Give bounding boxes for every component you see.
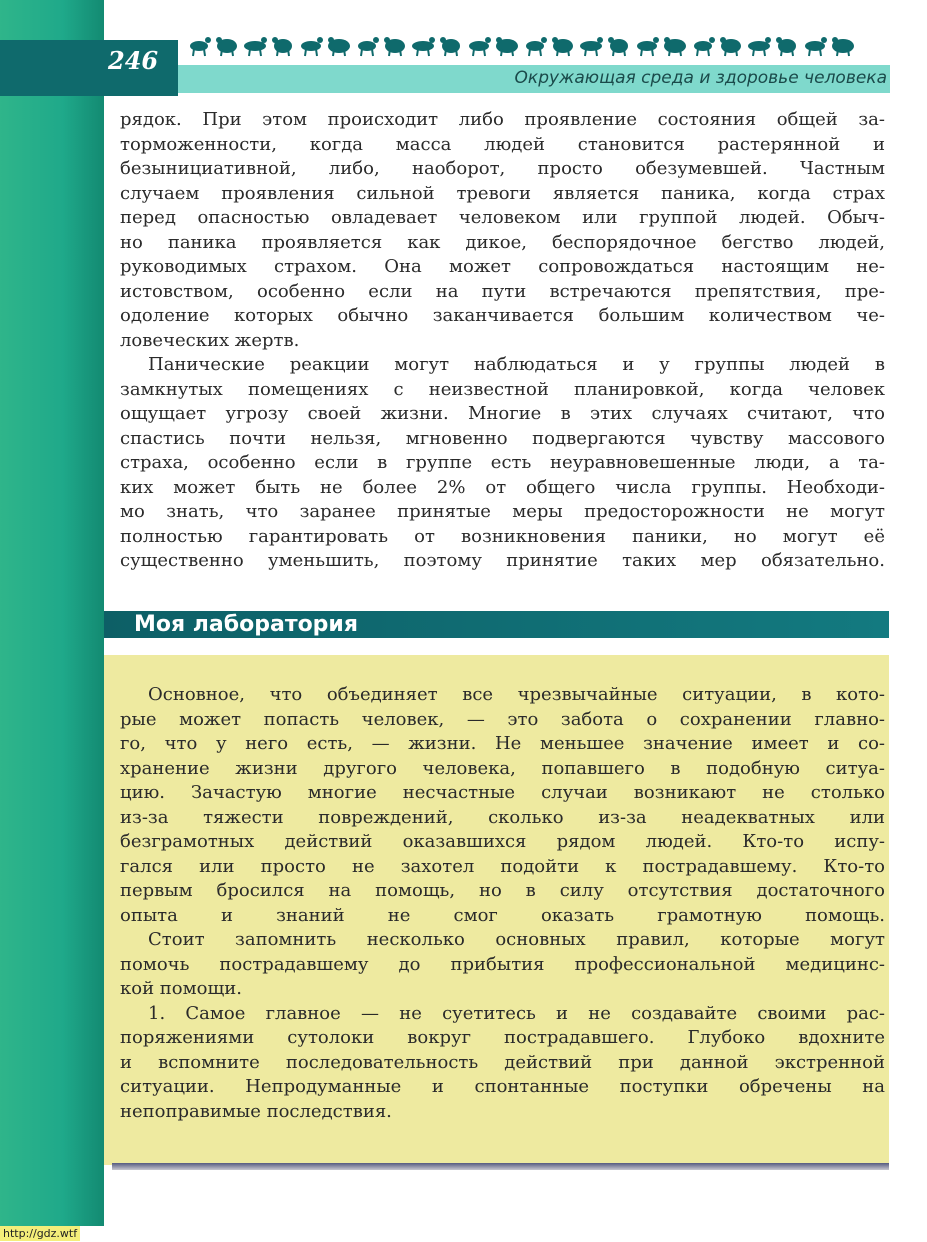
animal-silhouette-icon [664, 37, 686, 56]
text-line: истовством, особенно если на пути встречаются препятствия, пре- [120, 280, 885, 302]
box-shadow-divider [112, 1163, 889, 1170]
text-line: замкнутых помещениях с неизвестной планировкой, когда человек [120, 378, 885, 400]
text-line: спастись почти нельзя, мгновенно подвергаются чувству массового [120, 427, 885, 449]
text-line: торможенности, когда масса людей становится растерянной и [120, 133, 885, 155]
text-line: перед опасностью овладевает человеком или группой людей. Обыч- [120, 207, 885, 228]
animal-silhouette-icon [832, 37, 854, 56]
text-line: рые может попасть человек, — это забота о сохранении главно- [120, 708, 885, 730]
page-number: 246 [108, 46, 159, 75]
text-line: безграмотных действий оказавшихся рядом людей. Кто-то испу- [120, 831, 885, 852]
animal-silhouette-icon [496, 37, 518, 56]
animal-silhouette-icon [190, 37, 211, 56]
text-line: первым бросился на помощь, но в силу отсутствия достаточного [120, 880, 885, 901]
animal-silhouette-icon [748, 37, 771, 56]
text-line: ситуации. Непродуманные и спонтанные поступки обречены на [120, 1076, 885, 1097]
text-line: 1. Самое главное — не суетитесь и не создавайте своими рас- [148, 1002, 885, 1024]
text-line: полностью гарантировать от возникновения паники, но могут её [120, 525, 885, 547]
animal-silhouette-icon [272, 37, 292, 56]
text-line: поряжениями сутолоки вокруг пострадавшего. Глубоко вдохните [120, 1027, 885, 1048]
watermark: http://gdz.wtf [0, 1226, 80, 1241]
animal-silhouette-icon [552, 37, 573, 56]
animal-silhouette-icon [580, 37, 603, 56]
animal-silhouette-icon [805, 37, 827, 56]
text-line: Панические реакции могут наблюдаться и у группы людей в [148, 354, 885, 375]
text-line: хранение жизни другого человека, попавшего в подобную ситуа- [120, 757, 885, 779]
text-line: случаем проявления сильной тревоги является паника, когда страх [120, 182, 885, 204]
text-line: го, что у него есть, — жизни. Не меньшее значение имеет и со- [120, 733, 885, 754]
animal-silhouette-icon [244, 37, 267, 56]
animal-silhouette-icon [608, 37, 628, 56]
text-line: мо знать, что заранее принятые меры предосторожности не могут [120, 501, 885, 522]
animal-silhouette-icon [358, 37, 379, 56]
text-line: и вспомните последовательность действий при данной экстренной [120, 1051, 885, 1073]
text-line: опыта и знаний не смог оказать грамотную помощь. [120, 904, 885, 926]
chapter-title: Окружающая среда и здоровье человека [514, 68, 887, 88]
text-line: непоправимые последствия. [120, 1100, 392, 1122]
text-line: гался или просто не захотел подойти к пострадавшему. Кто-то [120, 855, 885, 877]
text-line: но паника проявляется как дикое, беспорядочное бегство людей, [120, 231, 885, 253]
animal-silhouette-icon [301, 37, 323, 56]
animal-silhouette-icon [440, 37, 460, 56]
text-line: ловеческих жертв. [120, 329, 300, 351]
text-line: ощущает угрозу своей жизни. Многие в этих случаях считают, что [120, 403, 885, 424]
lab-section-text [120, 683, 885, 1124]
animal-silhouette-icon [694, 37, 715, 56]
animal-silhouette-icon [384, 37, 405, 56]
text-line: безынициативной, либо, наоборот, просто обезумевшей. Частным [120, 158, 885, 179]
text-line: Основное, что объединяет все чрезвычайные ситуации, в кото- [148, 684, 885, 705]
text-line: рядок. При этом происходит либо проявление состояния общей за- [120, 109, 885, 130]
text-line: помочь пострадавшему до прибытия профессиональной медицинс- [120, 953, 885, 975]
animal-silhouette-icon [412, 37, 435, 56]
animal-silhouette-icon [216, 37, 237, 56]
text-line: из-за тяжести повреждений, сколько из-за неадекватных или [120, 806, 885, 828]
section-title: Моя лаборатория [134, 612, 358, 637]
animal-silhouettes-icon [185, 32, 865, 58]
animal-silhouette-icon [637, 37, 659, 56]
text-line: страха, особенно если в группе есть неуравновешенные люди, а та- [120, 452, 885, 473]
animal-silhouette-icon [328, 37, 350, 56]
animal-silhouette-icon [776, 37, 796, 56]
text-line: Стоит запомнить несколько основных правил, которые могут [148, 929, 885, 950]
text-line: кой помощи. [120, 978, 242, 999]
main-text [120, 108, 885, 574]
animal-silhouette-icon [469, 37, 491, 56]
text-line: одоление которых обычно заканчивается большим количеством че- [120, 305, 885, 326]
text-line: руководимых страхом. Она может сопровождаться настоящим не- [120, 256, 885, 277]
animal-silhouette-icon [526, 37, 547, 56]
left-margin-strip [0, 0, 104, 1226]
animal-silhouette-icon [720, 37, 741, 56]
text-line: существенно уменьшить, поэтому принятие таких мер обязательно. [120, 550, 885, 571]
text-line: ких может быть не более 2% от общего числа группы. Необходи- [120, 476, 885, 498]
text-line: цию. Зачастую многие несчастные случаи возникают не столько [120, 782, 885, 803]
